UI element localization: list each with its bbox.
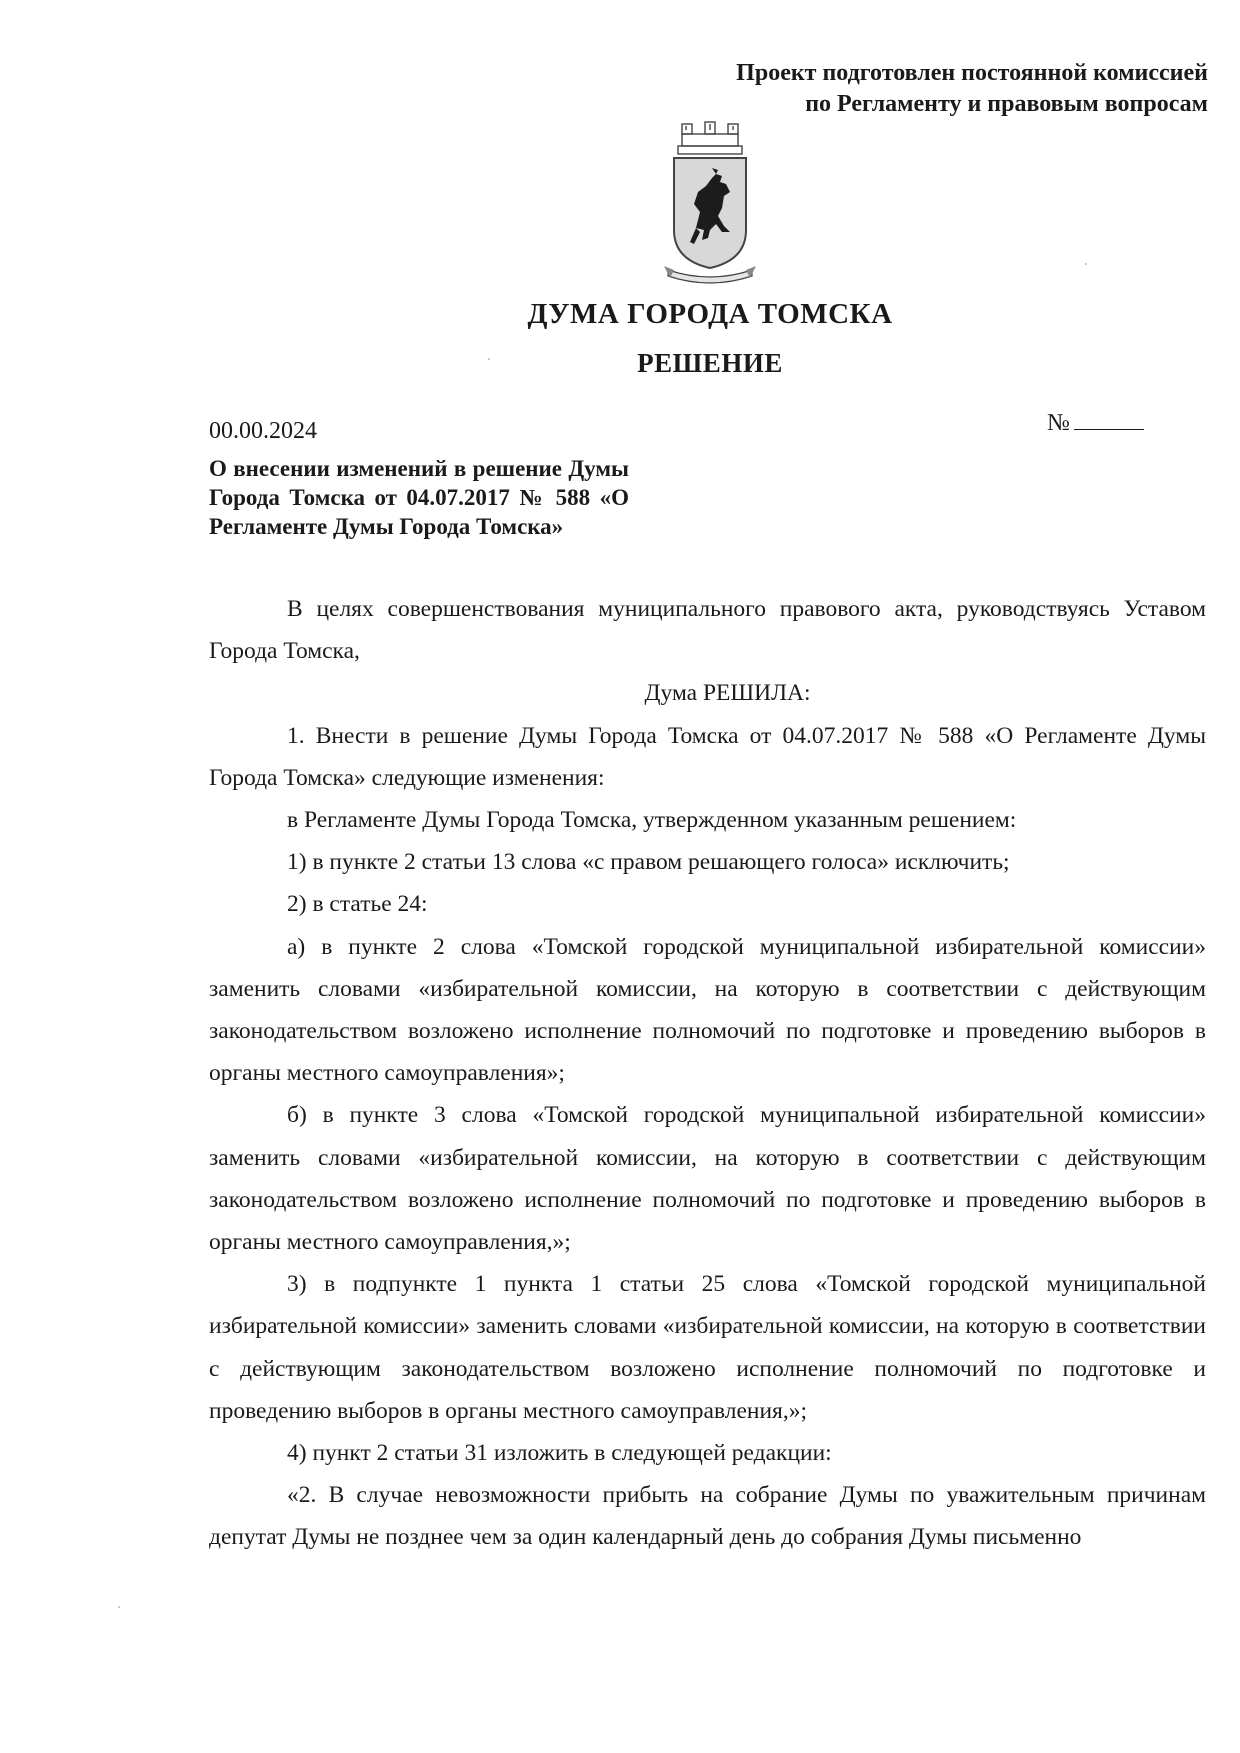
subitem-1-paragraph: 1) в пункте 2 статьи 13 слова «с правом решающего голоса» исключить; bbox=[287, 849, 1010, 876]
subitem-3-paragraph: 3) в подпункте 1 пункта 1 статьи 25 слова «Томской городской муниципальной избирательной комиссии» заменить словами «избирательной комиссии, на которую в соответствии с действующим законодательством возложено исполнение полномочий по подготовке и проведению выборов в органы местного самоуправления,»; bbox=[209, 1271, 1206, 1424]
document-body bbox=[209, 588, 1206, 1559]
subitem-2a-paragraph: а) в пункте 2 слова «Томской городской муниципальной избирательной комиссии» заменить словами «избирательной комиссии, на которую в соответствии с действующим законодательством возложено исполнение полномочий по подготовке и проведению выборов в органы местного самоуправления»; bbox=[209, 933, 1206, 1087]
prepared-note-line2: по Регламенту и правовым вопросам bbox=[805, 91, 1208, 117]
number-label: № bbox=[1047, 410, 1070, 436]
tomsk-coat-of-arms-icon bbox=[660, 120, 760, 286]
subitem-4-quoted-text: «2. В случае невозможности прибыть на собрание Думы по уважительным причинам депутат Думы не позднее чем за один календарный день до собрания Думы письменно bbox=[209, 1482, 1206, 1551]
item-1-paragraph: 1. Внести в решение Думы Города Томска от 04.07.2017 № 588 «О Регламенте Думы Города Томска» следующие изменения: bbox=[209, 722, 1206, 791]
intro-paragraph: в Регламенте Думы Города Томска, утвержденном указанным решением: bbox=[287, 807, 1017, 834]
prepared-by-note bbox=[508, 58, 1208, 120]
subitem-2-paragraph: 2) в статье 24: bbox=[287, 891, 428, 918]
subitem-4-paragraph: 4) пункт 2 статьи 31 изложить в следующей редакции: bbox=[287, 1440, 832, 1467]
subitem-2b-paragraph: б) в пункте 3 слова «Томской городской муниципальной избирательной комиссии» заменить словами «избирательной комиссии, на которую в соответствии с действующим законодательством возложено исполнение полномочий по подготовке и проведению выборов в органы местного самоуправления,»; bbox=[209, 1102, 1206, 1256]
scan-speck bbox=[488, 358, 490, 360]
scan-speck bbox=[1085, 263, 1087, 265]
preamble-paragraph: В целях совершенствования муниципального правового акта, руководствуясь Уставом Города Томска, bbox=[209, 596, 1206, 665]
document-type-title: РЕШЕНИЕ bbox=[637, 348, 783, 378]
scan-speck bbox=[118, 1606, 120, 1608]
document-subject: О внесении изменений в решение Думы Города Томска от 04.07.2017 № 588 «О Регламенте Думы Города Томска» bbox=[209, 456, 629, 539]
organization-title: ДУМА ГОРОДА ТОМСКА bbox=[527, 298, 893, 330]
document-number bbox=[1047, 410, 1144, 437]
resolved-heading: Дума РЕШИЛА: bbox=[644, 680, 811, 707]
number-blank-line bbox=[1074, 411, 1144, 430]
document-date: 00.00.2024 bbox=[209, 418, 317, 444]
prepared-note-line1: Проект подготовлен постоянной комиссией bbox=[736, 60, 1208, 86]
